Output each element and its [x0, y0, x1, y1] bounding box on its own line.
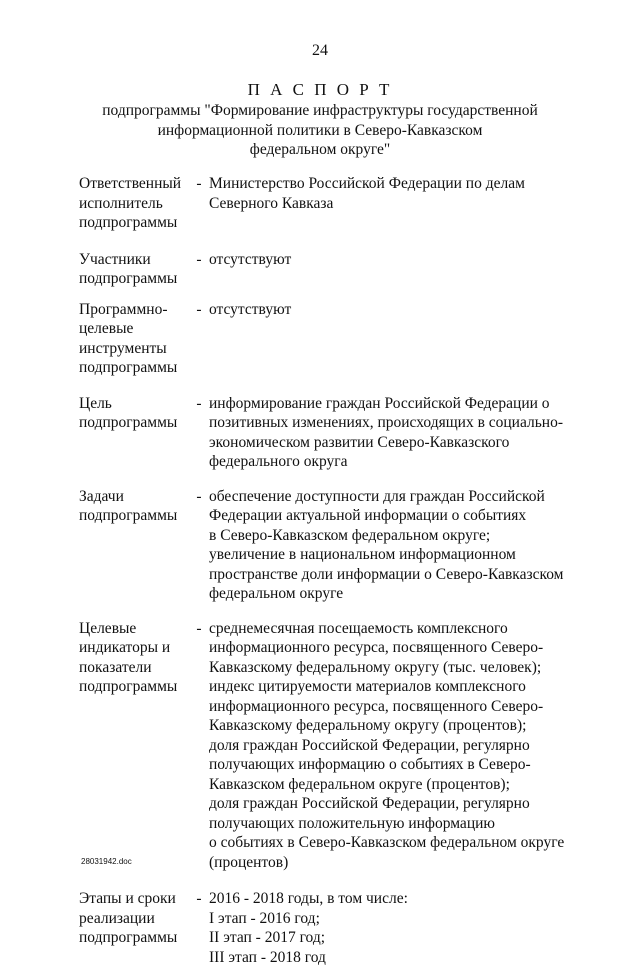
row-label	[79, 487, 191, 526]
label-line: Участники	[79, 250, 191, 270]
value-line: получающих информацию о событиях в Северо-	[209, 755, 634, 775]
row-value	[209, 300, 634, 320]
row-dash: -	[191, 300, 207, 320]
value-line: экономическом развитии Северо-Кавказского	[209, 433, 634, 453]
row-participants	[0, 250, 640, 289]
value-line: (процентов)	[209, 853, 634, 873]
value-line: информирование граждан Российской Федерации о	[209, 394, 634, 414]
row-dash: -	[191, 619, 207, 639]
value-line: позитивных изменениях, происходящих в социально-	[209, 413, 634, 433]
row-label	[79, 619, 191, 697]
label-line: целевые	[79, 319, 191, 339]
row-label	[79, 394, 191, 433]
label-line: подпрограммы	[79, 213, 191, 233]
document-title: П А С П О Р Т	[0, 79, 640, 101]
subtitle-line: информационной политики в Северо-Кавказском	[0, 121, 640, 141]
value-line: федеральном округе	[209, 584, 634, 604]
value-line: Кавказскому федеральному округу (процентов);	[209, 716, 634, 736]
label-line: индикаторы и	[79, 638, 191, 658]
value-line: II этап - 2017 год;	[209, 928, 634, 948]
label-line: Программно-	[79, 300, 191, 320]
passport-table	[0, 174, 640, 967]
row-label	[79, 174, 191, 233]
row-tasks	[0, 487, 640, 604]
row-program-instruments	[0, 300, 640, 378]
row-dash: -	[191, 394, 207, 414]
row-value	[209, 174, 634, 213]
label-line: подпрограммы	[79, 677, 191, 697]
value-line: среднемесячная посещаемость комплексного	[209, 619, 634, 639]
label-line: подпрограммы	[79, 413, 191, 433]
label-line: Цель	[79, 394, 191, 414]
label-line: подпрограммы	[79, 358, 191, 378]
label-line: показатели	[79, 658, 191, 678]
row-label	[79, 300, 191, 378]
value-line: увеличение в национальном информационном	[209, 545, 634, 565]
value-line: доля граждан Российской Федерации, регулярно	[209, 736, 634, 756]
subtitle-line: федеральном округе"	[0, 140, 640, 160]
label-line: Этапы и сроки	[79, 889, 191, 909]
value-line: Кавказскому федеральному округу (тыс. человек);	[209, 658, 634, 678]
row-value	[209, 487, 634, 604]
row-dash: -	[191, 889, 207, 909]
row-goal	[0, 394, 640, 472]
value-line: отсутствуют	[209, 250, 634, 270]
subtitle-line: подпрограммы "Формирование инфраструктуры государственной	[0, 101, 640, 121]
label-line: Ответственный	[79, 174, 191, 194]
row-value	[209, 250, 634, 270]
row-dash: -	[191, 174, 207, 194]
value-line: федерального округа	[209, 452, 634, 472]
row-target-indicators	[0, 619, 640, 873]
row-value	[209, 394, 634, 472]
value-line: Кавказском федеральном округе (процентов);	[209, 775, 634, 795]
row-value	[209, 619, 634, 873]
page-number: 24	[0, 41, 640, 61]
label-line: Целевые	[79, 619, 191, 639]
row-dash: -	[191, 250, 207, 270]
value-line: индекс цитируемости материалов комплексного	[209, 677, 634, 697]
value-line: пространстве доли информации о Северо-Кавказском	[209, 565, 634, 585]
document-subtitle	[0, 101, 640, 160]
value-line: 2016 - 2018 годы, в том числе:	[209, 889, 634, 909]
row-responsible-executor	[0, 174, 640, 233]
label-line: инструменты	[79, 339, 191, 359]
value-line: о событиях в Северо-Кавказском федеральном округе	[209, 833, 634, 853]
value-line: информационного ресурса, посвященного Северо-	[209, 638, 634, 658]
value-line: информационного ресурса, посвященного Северо-	[209, 697, 634, 717]
row-label	[79, 889, 191, 948]
value-line: обеспечение доступности для граждан Российской	[209, 487, 634, 507]
row-dash: -	[191, 487, 207, 507]
row-label	[79, 250, 191, 289]
row-stages-and-terms	[0, 889, 640, 967]
value-line: III этап - 2018 год	[209, 948, 634, 967]
label-line: подпрограммы	[79, 269, 191, 289]
value-line: отсутствуют	[209, 300, 634, 320]
label-line: подпрограммы	[79, 506, 191, 526]
value-line: I этап - 2016 год;	[209, 909, 634, 929]
label-line: реализации	[79, 909, 191, 929]
label-line: Задачи	[79, 487, 191, 507]
value-line: в Северо-Кавказском федеральном округе;	[209, 526, 634, 546]
value-line: Министерство Российской Федерации по делам	[209, 174, 634, 194]
value-line: доля граждан Российской Федерации, регулярно	[209, 794, 634, 814]
file-name-footer: 28031942.doc	[81, 857, 132, 867]
row-value	[209, 889, 634, 967]
value-line: Северного Кавказа	[209, 194, 634, 214]
value-line: получающих положительную информацию	[209, 814, 634, 834]
label-line: исполнитель	[79, 194, 191, 214]
label-line: подпрограммы	[79, 928, 191, 948]
value-line: Федерации актуальной информации о событиях	[209, 506, 634, 526]
